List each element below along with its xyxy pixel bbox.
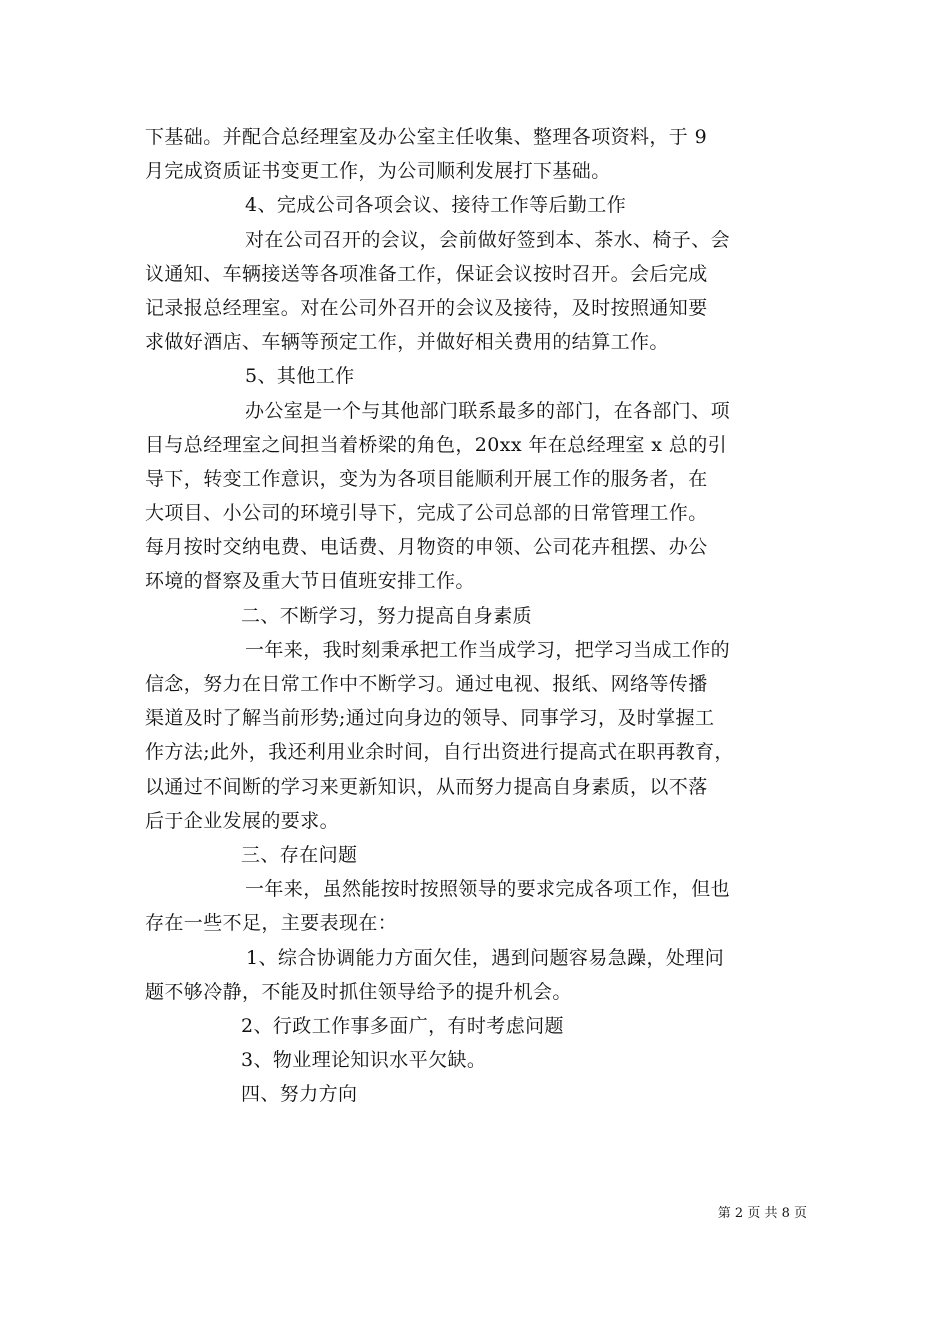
text-line: 大项目、小公司的环境引导下，完成了公司总部的日常管理工作。 [145,502,708,525]
paragraph-start: 一年来，我时刻秉承把工作当成学习，把学习当成工作的 [245,638,731,661]
text-line: 渠道及时了解当前形势;通过向身边的领导、同事学习，及时掌握工 [145,707,715,730]
text-line: 目与总经理室之间担当着桥梁的角色，20xx 年在总经理室 x 总的引 [145,433,728,456]
paragraph-start: 对在公司召开的会议，会前做好签到本、茶水、椅子、会 [245,228,731,251]
text-line: 议通知、车辆接送等各项准备工作，保证会议按时召开。会后完成 [145,262,708,285]
text-line: 题不够冷静，不能及时抓住领导给予的提升机会。 [145,980,572,1003]
section-heading: 二、不断学习，努力提高自身素质 [241,604,533,627]
section-heading: 5、其他工作 [245,365,355,388]
paragraph-start: 办公室是一个与其他部门联系最多的部门，在各部门、项 [245,399,731,422]
text-line: 求做好酒店、车辆等预定工作，并做好相关费用的结算工作。 [145,331,669,354]
section-heading: 4、完成公司各项会议、接待工作等后勤工作 [245,194,627,217]
section-heading: 四、努力方向 [241,1083,358,1106]
page-number-footer: 第 2 页 共 8 页 [717,1206,807,1221]
list-item: 2、行政工作事多面广，有时考虑问题 [241,1014,564,1037]
text-line: 后于企业发展的要求。 [145,809,340,832]
list-item: 3、物业理论知识水平欠缺。 [241,1049,487,1072]
text-line: 导下，转变工作意识，变为为各项目能顺利开展工作的服务者，在 [145,467,708,490]
text-line: 记录报总经理室。对在公司外召开的会议及接待，及时按照通知要 [145,296,708,319]
list-item: 1、综合协调能力方面欠佳，遇到问题容易急躁，处理问 [246,946,725,969]
text-line: 下基础。并配合总经理室及办公室主任收集、整理各项资料，于 9 [145,126,708,148]
document-body [145,120,810,1111]
text-line: 作方法;此外，我还利用业余时间，自行出资进行提高式在职再教育， [145,741,734,764]
text-line: 存在一些不足，主要表现在： [145,912,398,935]
paragraph-start: 一年来，虽然能按时按照领导的要求完成各项工作，但也 [245,878,731,901]
text-line: 以通过不间断的学习来更新知识，从而努力提高自身素质，以不落 [145,775,708,798]
text-line: 每月按时交纳电费、电话费、月物资的申领、公司花卉租摆、办公 [145,536,708,559]
section-heading: 三、存在问题 [241,843,358,866]
text-line: 信念，努力在日常工作中不断学习。通过电视、报纸、网络等传播 [145,673,708,695]
text-line: 环境的督察及重大节日值班安排工作。 [145,570,475,593]
text-line: 月完成资质证书变更工作，为公司顺利发展打下基础。 [145,160,611,183]
